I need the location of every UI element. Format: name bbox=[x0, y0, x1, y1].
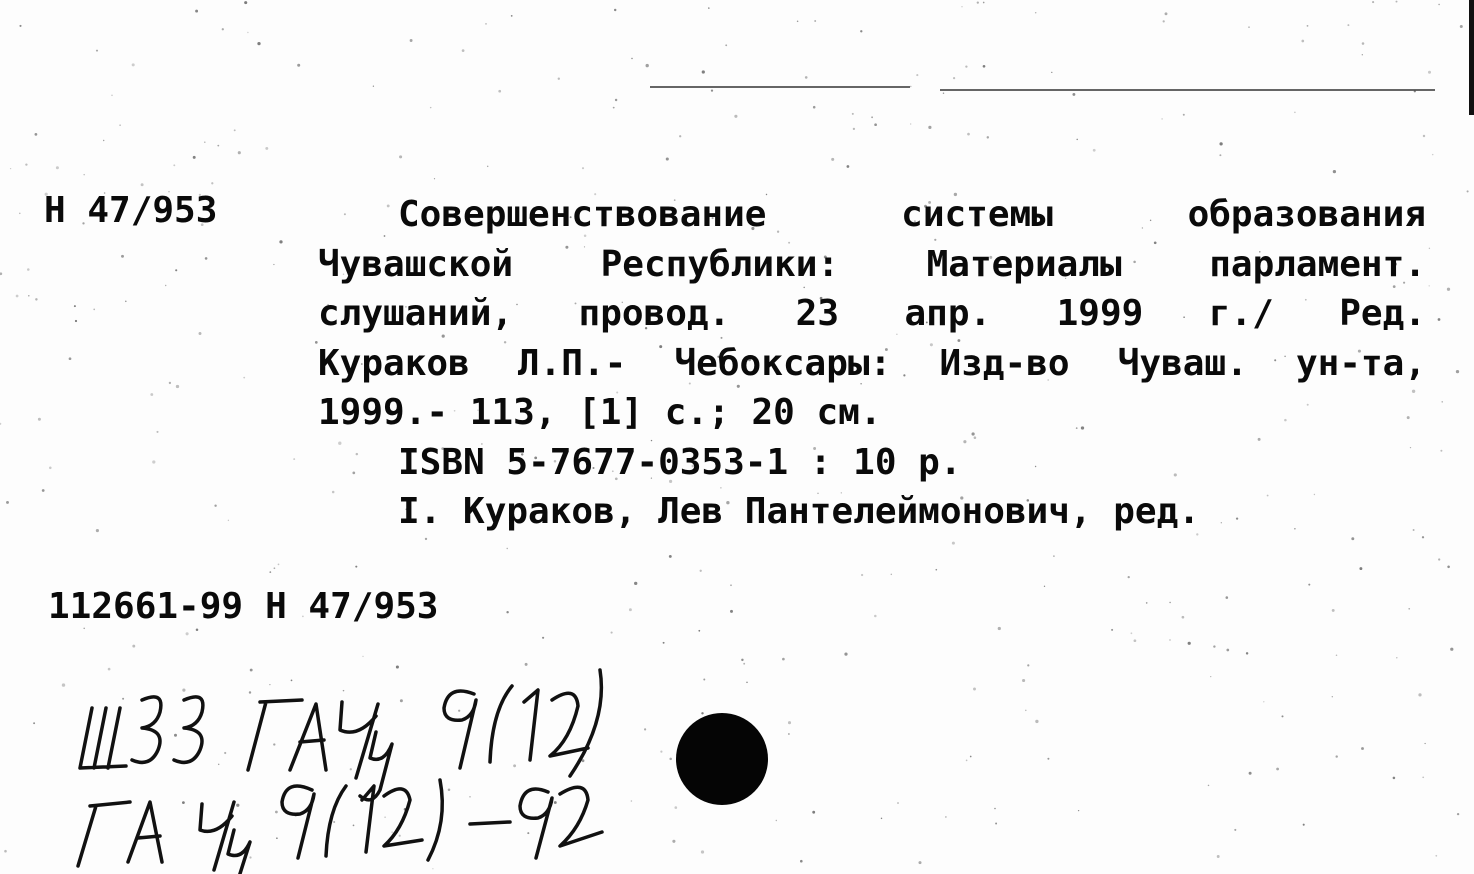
description-word: образования bbox=[1187, 194, 1426, 235]
description-word: ун-та, bbox=[1295, 342, 1426, 384]
description-word: Совершенствование bbox=[398, 194, 767, 235]
punched-dot bbox=[676, 713, 768, 805]
description-word: апр. bbox=[904, 293, 992, 334]
description-word: г./ bbox=[1208, 293, 1274, 334]
description-word: Чуваш. bbox=[1117, 342, 1248, 384]
control-shelf-mark: Н 47/953 bbox=[265, 586, 439, 627]
isbn-text: ISBN 5-7677-0353-1 : 10 р. bbox=[398, 441, 962, 483]
description-word: Ред. bbox=[1339, 293, 1426, 334]
editor-text: I. Кураков, Лев Пантелеймонович, ред. bbox=[398, 491, 1200, 532]
description-word: Материалы bbox=[926, 243, 1122, 285]
description-word: Республики: bbox=[600, 243, 840, 285]
description-word: Чувашской bbox=[318, 243, 514, 285]
shelf-mark: Н 47/953 bbox=[44, 190, 218, 231]
description-word: системы bbox=[901, 194, 1053, 235]
description-word: Кураков bbox=[318, 342, 470, 384]
description-word: Л.П.- bbox=[517, 342, 627, 384]
description-word: 1999 bbox=[1056, 293, 1144, 334]
description-word: слушаний, bbox=[318, 293, 514, 334]
description-word: 23 bbox=[795, 293, 840, 334]
imprint-line: 1999.- 113, [1] с.; 20 см. bbox=[318, 392, 882, 433]
inventory-number: 112661-99 bbox=[48, 586, 244, 627]
description-word: провод. bbox=[578, 293, 731, 334]
description-word: Изд-во bbox=[939, 342, 1070, 384]
description-word: Чебоксары: bbox=[674, 342, 892, 384]
description-word: парламент. bbox=[1209, 243, 1426, 285]
